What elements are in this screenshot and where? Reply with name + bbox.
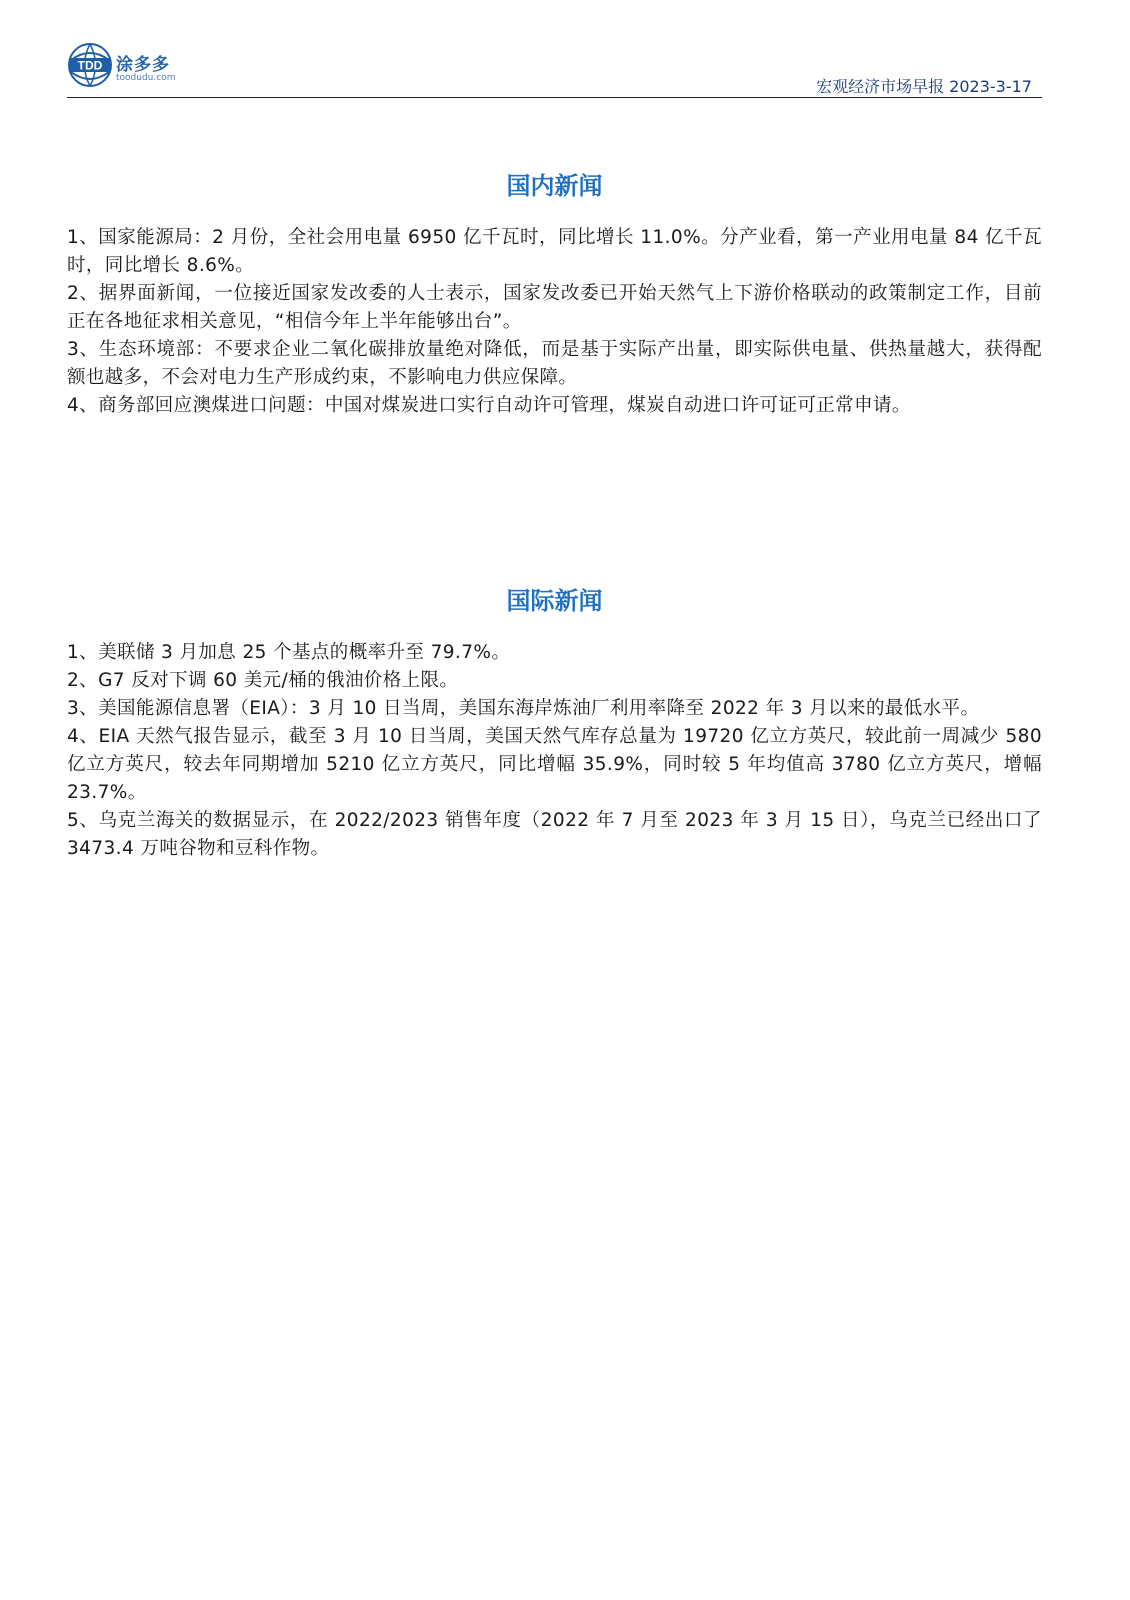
logo-name: 涂多多 xyxy=(116,55,170,75)
news-item: 3、美国能源信息署（EIA）：3 月 10 日当周，美国东海岸炼油厂利用率降至 2022 年 3 月以来的最低水平。 xyxy=(67,698,980,719)
news-item: 2、G7 反对下调 60 美元/桶的俄油价格上限。 xyxy=(67,670,459,691)
domestic-news-list xyxy=(67,224,1042,420)
report-title: 宏观经济市场早报 2023-3-17 xyxy=(816,77,1032,96)
page-header xyxy=(67,42,1042,98)
news-item: 5、乌克兰海关的数据显示，在 2022/2023 销售年度（2022 年 7 月至 2023 年 3 月 15 日），乌克兰已经出口了 3473.4 万吨谷物和豆科作物。 xyxy=(67,810,1042,859)
section-heading-international: 国际新闻 xyxy=(506,586,603,615)
international-news-list xyxy=(67,639,1042,863)
header-divider xyxy=(67,97,1042,98)
news-item: 1、美联储 3 月加息 25 个基点的概率升至 79.7%。 xyxy=(67,642,511,663)
news-item: 4、商务部回应澳煤进口问题：中国对煤炭进口实行自动许可管理，煤炭自动进口许可证可正常申请。 xyxy=(67,395,911,416)
news-item: 2、据界面新闻，一位接近国家发改委的人士表示，国家发改委已开始天然气上下游价格联动的政策制定工作，目前正在各地征求相关意见，“相信今年上半年能够出台”。 xyxy=(67,283,1042,332)
section-heading-domestic: 国内新闻 xyxy=(506,171,603,200)
brand-logo xyxy=(67,42,267,92)
globe-logo-icon xyxy=(67,42,113,88)
logo-domain: toodudu.com xyxy=(116,73,176,83)
news-item: 3、生态环境部：不要求企业二氧化碳排放量绝对降低，而是基于实际产出量，即实际供电量、供热量越大，获得配额也越多，不会对电力生产形成约束，不影响电力供应保障。 xyxy=(67,339,1042,388)
logo-mark-text: TDD xyxy=(77,58,103,73)
news-item: 1、国家能源局：2 月份，全社会用电量 6950 亿千瓦时，同比增长 11.0%。分产业看，第一产业用电量 84 亿千瓦时，同比增长 8.6%。 xyxy=(67,227,1042,276)
domestic-news-section xyxy=(67,168,1042,420)
international-news-section xyxy=(67,583,1042,863)
news-item: 4、EIA 天然气报告显示，截至 3 月 10 日当周，美国天然气库存总量为 19720 亿立方英尺，较此前一周减少 580 亿立方英尺，较去年同期增加 5210 亿立方英尺，同比增幅 35.9%，同时较 5 年均值高 3780 亿立方英尺，增幅 23.7%。 xyxy=(67,726,1042,803)
